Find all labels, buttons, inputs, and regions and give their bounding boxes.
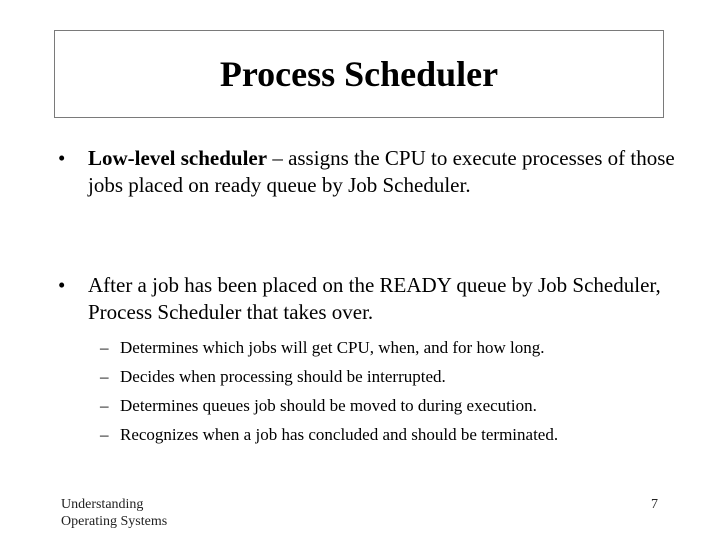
title-box: [54, 30, 664, 118]
footer-line-1: Understanding: [61, 497, 144, 512]
sub-bullet-marker: –: [100, 425, 109, 444]
bullet-marker: •: [58, 273, 66, 297]
bullet-lead-term: Low-level scheduler: [88, 146, 268, 170]
sub-bullet-text: Determines queues job should be moved to during execution.: [120, 396, 537, 415]
footer-line-2: Operating Systems: [61, 514, 168, 529]
sub-bullet-marker: –: [100, 367, 109, 386]
bullet-text: After a job has been placed on the READY queue by Job Scheduler, Process Scheduler that takes over.: [88, 273, 661, 324]
bullet-marker: •: [58, 146, 66, 170]
sub-bullet-text: Decides when processing should be interrupted.: [120, 367, 446, 386]
sub-bullet-list: [100, 333, 680, 449]
page-number: 7: [651, 497, 658, 512]
bullet-text: [88, 145, 678, 199]
sub-bullet-marker: –: [100, 396, 109, 415]
sub-bullet-marker: –: [100, 338, 109, 357]
slide-title: Process Scheduler: [219, 54, 499, 94]
bullet-low-level-scheduler: [58, 145, 678, 199]
sub-bullet-item: [100, 391, 680, 420]
sub-bullet-text: Determines which jobs will get CPU, when, and for how long.: [120, 338, 545, 357]
sub-bullet-item: [100, 362, 680, 391]
bullet-description: – assigns the CPU to execute processes of those jobs placed on ready queue by Job Scheduler.: [88, 146, 675, 197]
bullet-after-job: [58, 272, 678, 326]
sub-bullet-item: [100, 420, 680, 449]
sub-bullet-item: [100, 333, 680, 362]
footer-book-title: [61, 496, 167, 530]
sub-bullet-text: Recognizes when a job has concluded and should be terminated.: [120, 425, 559, 444]
